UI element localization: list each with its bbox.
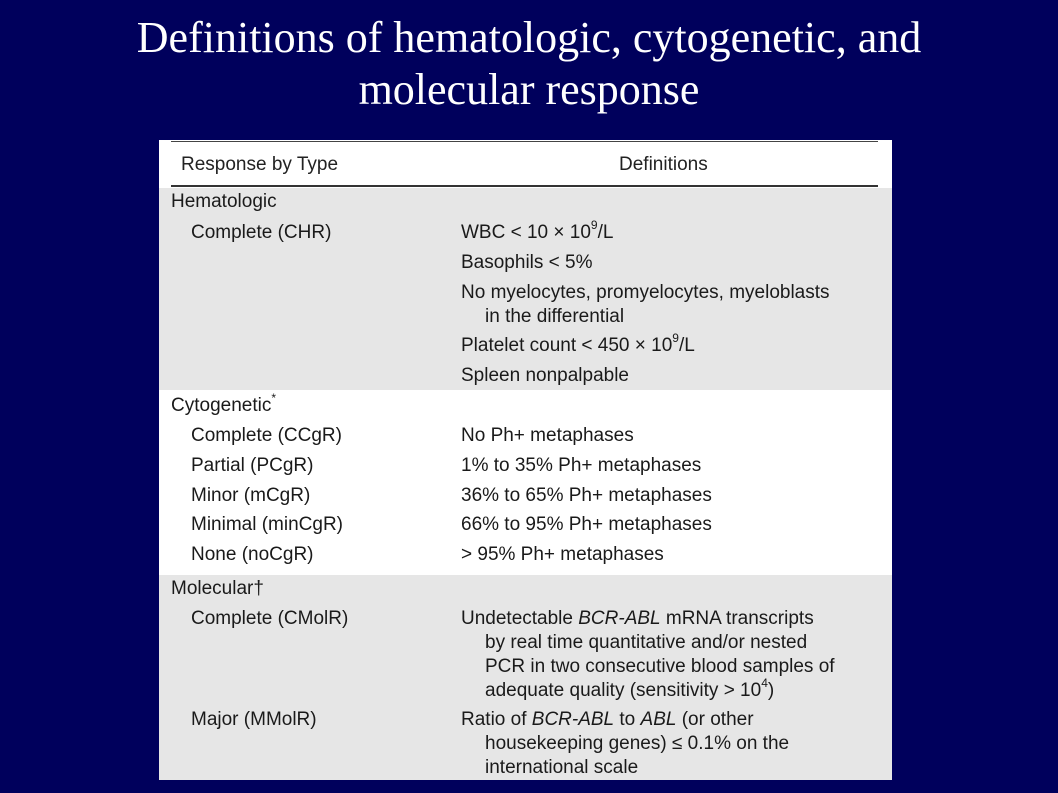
- definition-mmolr: Ratio of BCR-ABL to ABL (or other housekeeping genes) ≤ 0.1% on the international scale: [461, 709, 790, 778]
- definition-spleen: Spleen nonpalpable: [461, 365, 629, 386]
- definition-cmolr: Undetectable BCR-ABL mRNA transcripts by real time quantitative and/or nested PCR in two consecutive blood samples of adequate quality (sensitivity > $10^4$): [461, 608, 835, 701]
- section-molecular: Molecular†: [171, 578, 264, 599]
- label-major-mmolr: Major (MMolR): [191, 709, 317, 730]
- section-hematologic: Hematologic: [171, 191, 277, 212]
- cytogenetic-section: [159, 390, 892, 575]
- header-definitions: Definitions: [619, 154, 708, 175]
- definition-ccgr: No Ph+ metaphases: [461, 425, 634, 446]
- label-none-nocgr: None (noCgR): [191, 544, 314, 565]
- header-response-by-type: Response by Type: [181, 154, 339, 175]
- definition-mincgr: 66% to 95% Ph+ metaphases: [461, 514, 712, 535]
- section-cytogenetic: Cytogenetic*: [171, 390, 277, 416]
- definition-mcgr: 36% to 65% Ph+ metaphases: [461, 485, 712, 506]
- title-line-2: molecular response: [358, 65, 700, 114]
- title-line-1: Definitions of hematologic, cytogenetic, and: [136, 13, 922, 62]
- definition-myelocytes: No myelocytes, promyelocytes, myeloblasts in the differential: [461, 282, 830, 327]
- label-complete-ccgr: Complete (CCgR): [191, 425, 342, 446]
- label-minimal-mincgr: Minimal (minCgR): [191, 514, 344, 535]
- table-header-rule: [171, 185, 878, 187]
- definition-nocgr: > 95% Ph+ metaphases: [461, 544, 664, 565]
- label-minor-mcgr: Minor (mCgR): [191, 485, 311, 506]
- definition-platelet: Platelet count < $450 \times 10^9/L$: [461, 330, 695, 356]
- definition-pcgr: 1% to 35% Ph+ metaphases: [461, 455, 702, 476]
- label-complete-chr: Complete (CHR): [191, 222, 332, 243]
- definition-wbc: WBC < $10 \times 10^9/L$: [461, 217, 614, 243]
- response-definitions-table: [159, 140, 892, 780]
- table-header: [159, 140, 892, 187]
- label-complete-cmolr: Complete (CMolR): [191, 608, 349, 629]
- hematologic-section: [159, 188, 892, 390]
- definition-basophils: Basophils < 5%: [461, 252, 593, 273]
- molecular-section: [159, 575, 892, 780]
- label-partial-pcgr: Partial (PCgR): [191, 455, 314, 476]
- slide-title: [0, 12, 1058, 116]
